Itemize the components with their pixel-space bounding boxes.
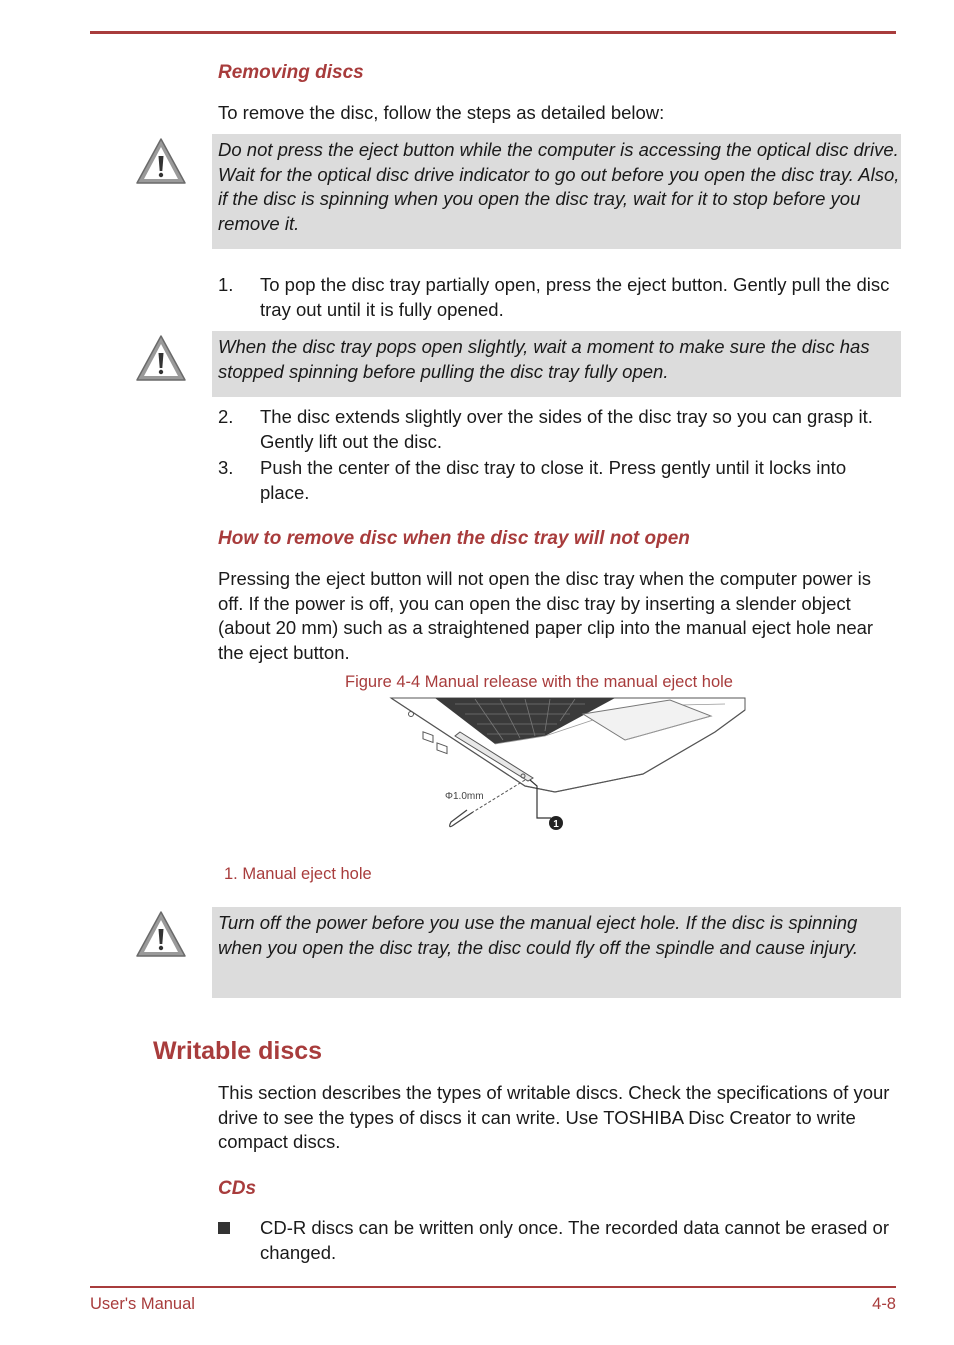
dimension-label: Φ1.0mm — [445, 791, 484, 802]
warning-note-2 — [212, 331, 901, 397]
step-text-2: The disc extends slightly over the sides of the disc tray so you can grasp it. Gently lift out the disc. — [260, 406, 873, 452]
step-number-3: 3. — [218, 457, 234, 478]
warning-note-1 — [212, 134, 901, 249]
figure-caption: Figure 4-4 Manual release with the manual eject hole — [345, 673, 733, 691]
warning-note-1-text: Do not press the eject button while the computer is accessing the optical disc drive. Wait for the optical disc drive indicator to go out before you open the disc tray. Also, if the disc is spinning when you open the disc tray, wait for it to stop before you remove it. — [218, 139, 900, 234]
manual-removal-paragraph: Pressing the eject button will not open the disc tray when the computer power is off. If the power is off, you can open the disc tray by inserting a slender object (about 20 mm) such as a straightened paper clip into the manual eject hole near the eject button. — [218, 568, 874, 663]
step-number-1: 1. — [218, 274, 234, 295]
callout-number: 1 — [553, 819, 559, 830]
step-text-1: To pop the disc tray partially open, press the eject button. Gently pull the disc tray out until it is fully opened. — [260, 274, 890, 320]
warning-note-3 — [212, 907, 901, 998]
step-number-2: 2. — [218, 406, 234, 427]
warning-icon — [135, 137, 187, 187]
warning-icon — [135, 334, 187, 384]
section-heading-cds: CDs — [218, 1178, 257, 1199]
section-heading-writable-discs: Writable discs — [153, 1037, 323, 1065]
section-heading-manual-removal: How to remove disc when the disc tray will not open — [218, 528, 690, 549]
warning-icon — [135, 910, 187, 960]
laptop-eject-illustration — [385, 696, 750, 836]
step-text-3: Push the center of the disc tray to close it. Press gently until it locks into place. — [260, 457, 847, 503]
writable-discs-paragraph: This section describes the types of writable discs. Check the specifications of your drive to see the types of discs it can write. Use TOSHIBA Disc Creator to write compact discs. — [218, 1082, 890, 1152]
footer-page-number: 4-8 — [872, 1295, 896, 1313]
footer-title: User's Manual — [90, 1295, 195, 1313]
header-rule — [90, 31, 896, 34]
warning-note-3-text: Turn off the power before you use the manual eject hole. If the disc is spinning when you open the disc tray, the disc could fly off the spindle and cause injury. — [218, 912, 858, 958]
footer-rule — [90, 1286, 896, 1288]
warning-note-2-text: When the disc tray pops open slightly, wait a moment to make sure the disc has stopped spinning before pulling the disc tray fully open. — [218, 336, 870, 382]
section-heading-removing-discs: Removing discs — [218, 62, 364, 83]
bullet-marker — [218, 1222, 230, 1234]
figure-legend: 1. Manual eject hole — [224, 865, 372, 883]
cds-bullet-text: CD-R discs can be written only once. The recorded data cannot be erased or changed. — [260, 1217, 889, 1263]
intro-paragraph: To remove the disc, follow the steps as detailed below: — [218, 102, 665, 123]
